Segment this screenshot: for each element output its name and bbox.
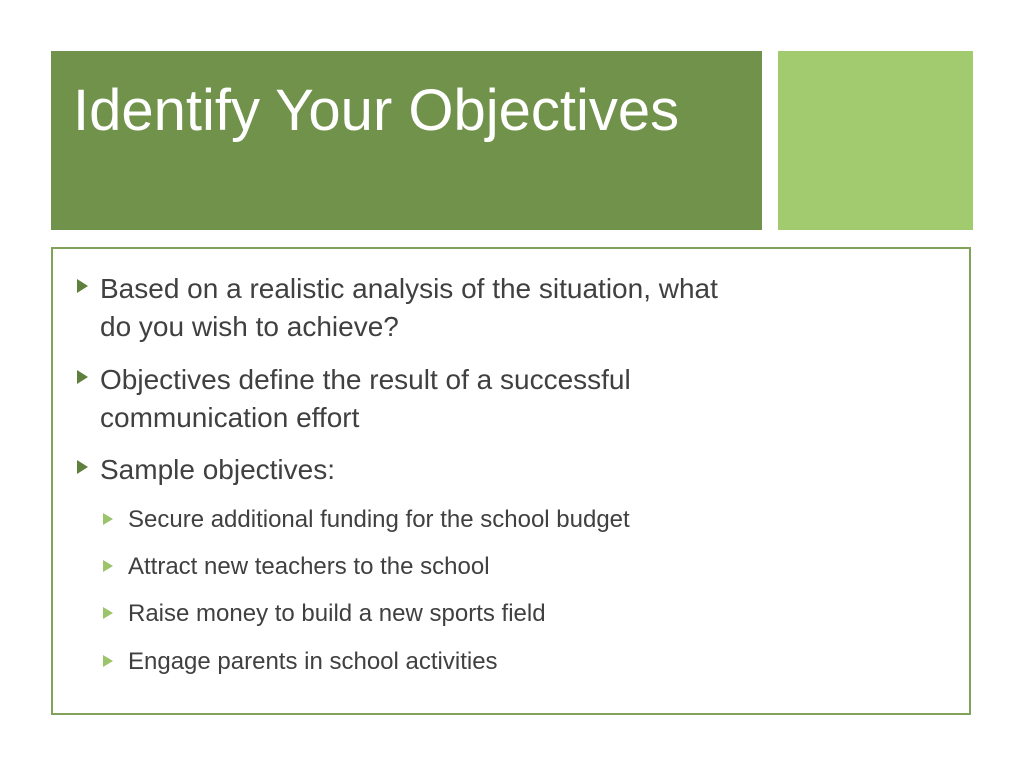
triangle-bullet-icon (103, 607, 113, 619)
triangle-bullet-icon (103, 655, 113, 667)
sub-bullet-text: Attract new teachers to the school (128, 553, 490, 580)
triangle-bullet-icon (103, 513, 113, 525)
sub-bullet-item (103, 600, 828, 628)
triangle-bullet-icon (77, 460, 88, 474)
sub-bullet-item (103, 648, 828, 676)
sub-bullet-item (103, 506, 828, 534)
sub-bullet-text: Raise money to build a new sports field (128, 600, 546, 627)
triangle-bullet-icon (103, 560, 113, 572)
bullet-text: Objectives define the result of a successful communication effort (100, 364, 631, 433)
bullet-text: Sample objectives: (100, 454, 336, 485)
triangle-bullet-icon (77, 370, 88, 384)
accent-block (778, 51, 973, 230)
slide-title: Identify Your Objectives (73, 78, 680, 143)
sub-bullet-text: Engage parents in school activities (128, 648, 498, 675)
triangle-bullet-icon (77, 279, 88, 293)
bullet-text: Based on a realistic analysis of the situation, what do you wish to achieve? (100, 273, 718, 342)
bullet-item (77, 361, 750, 437)
bullet-item (77, 270, 750, 346)
content-box (51, 247, 971, 715)
bullet-item (77, 451, 750, 489)
sub-bullet-item (103, 553, 828, 581)
sub-bullet-text: Secure additional funding for the school budget (128, 506, 630, 533)
title-bar (51, 51, 762, 230)
